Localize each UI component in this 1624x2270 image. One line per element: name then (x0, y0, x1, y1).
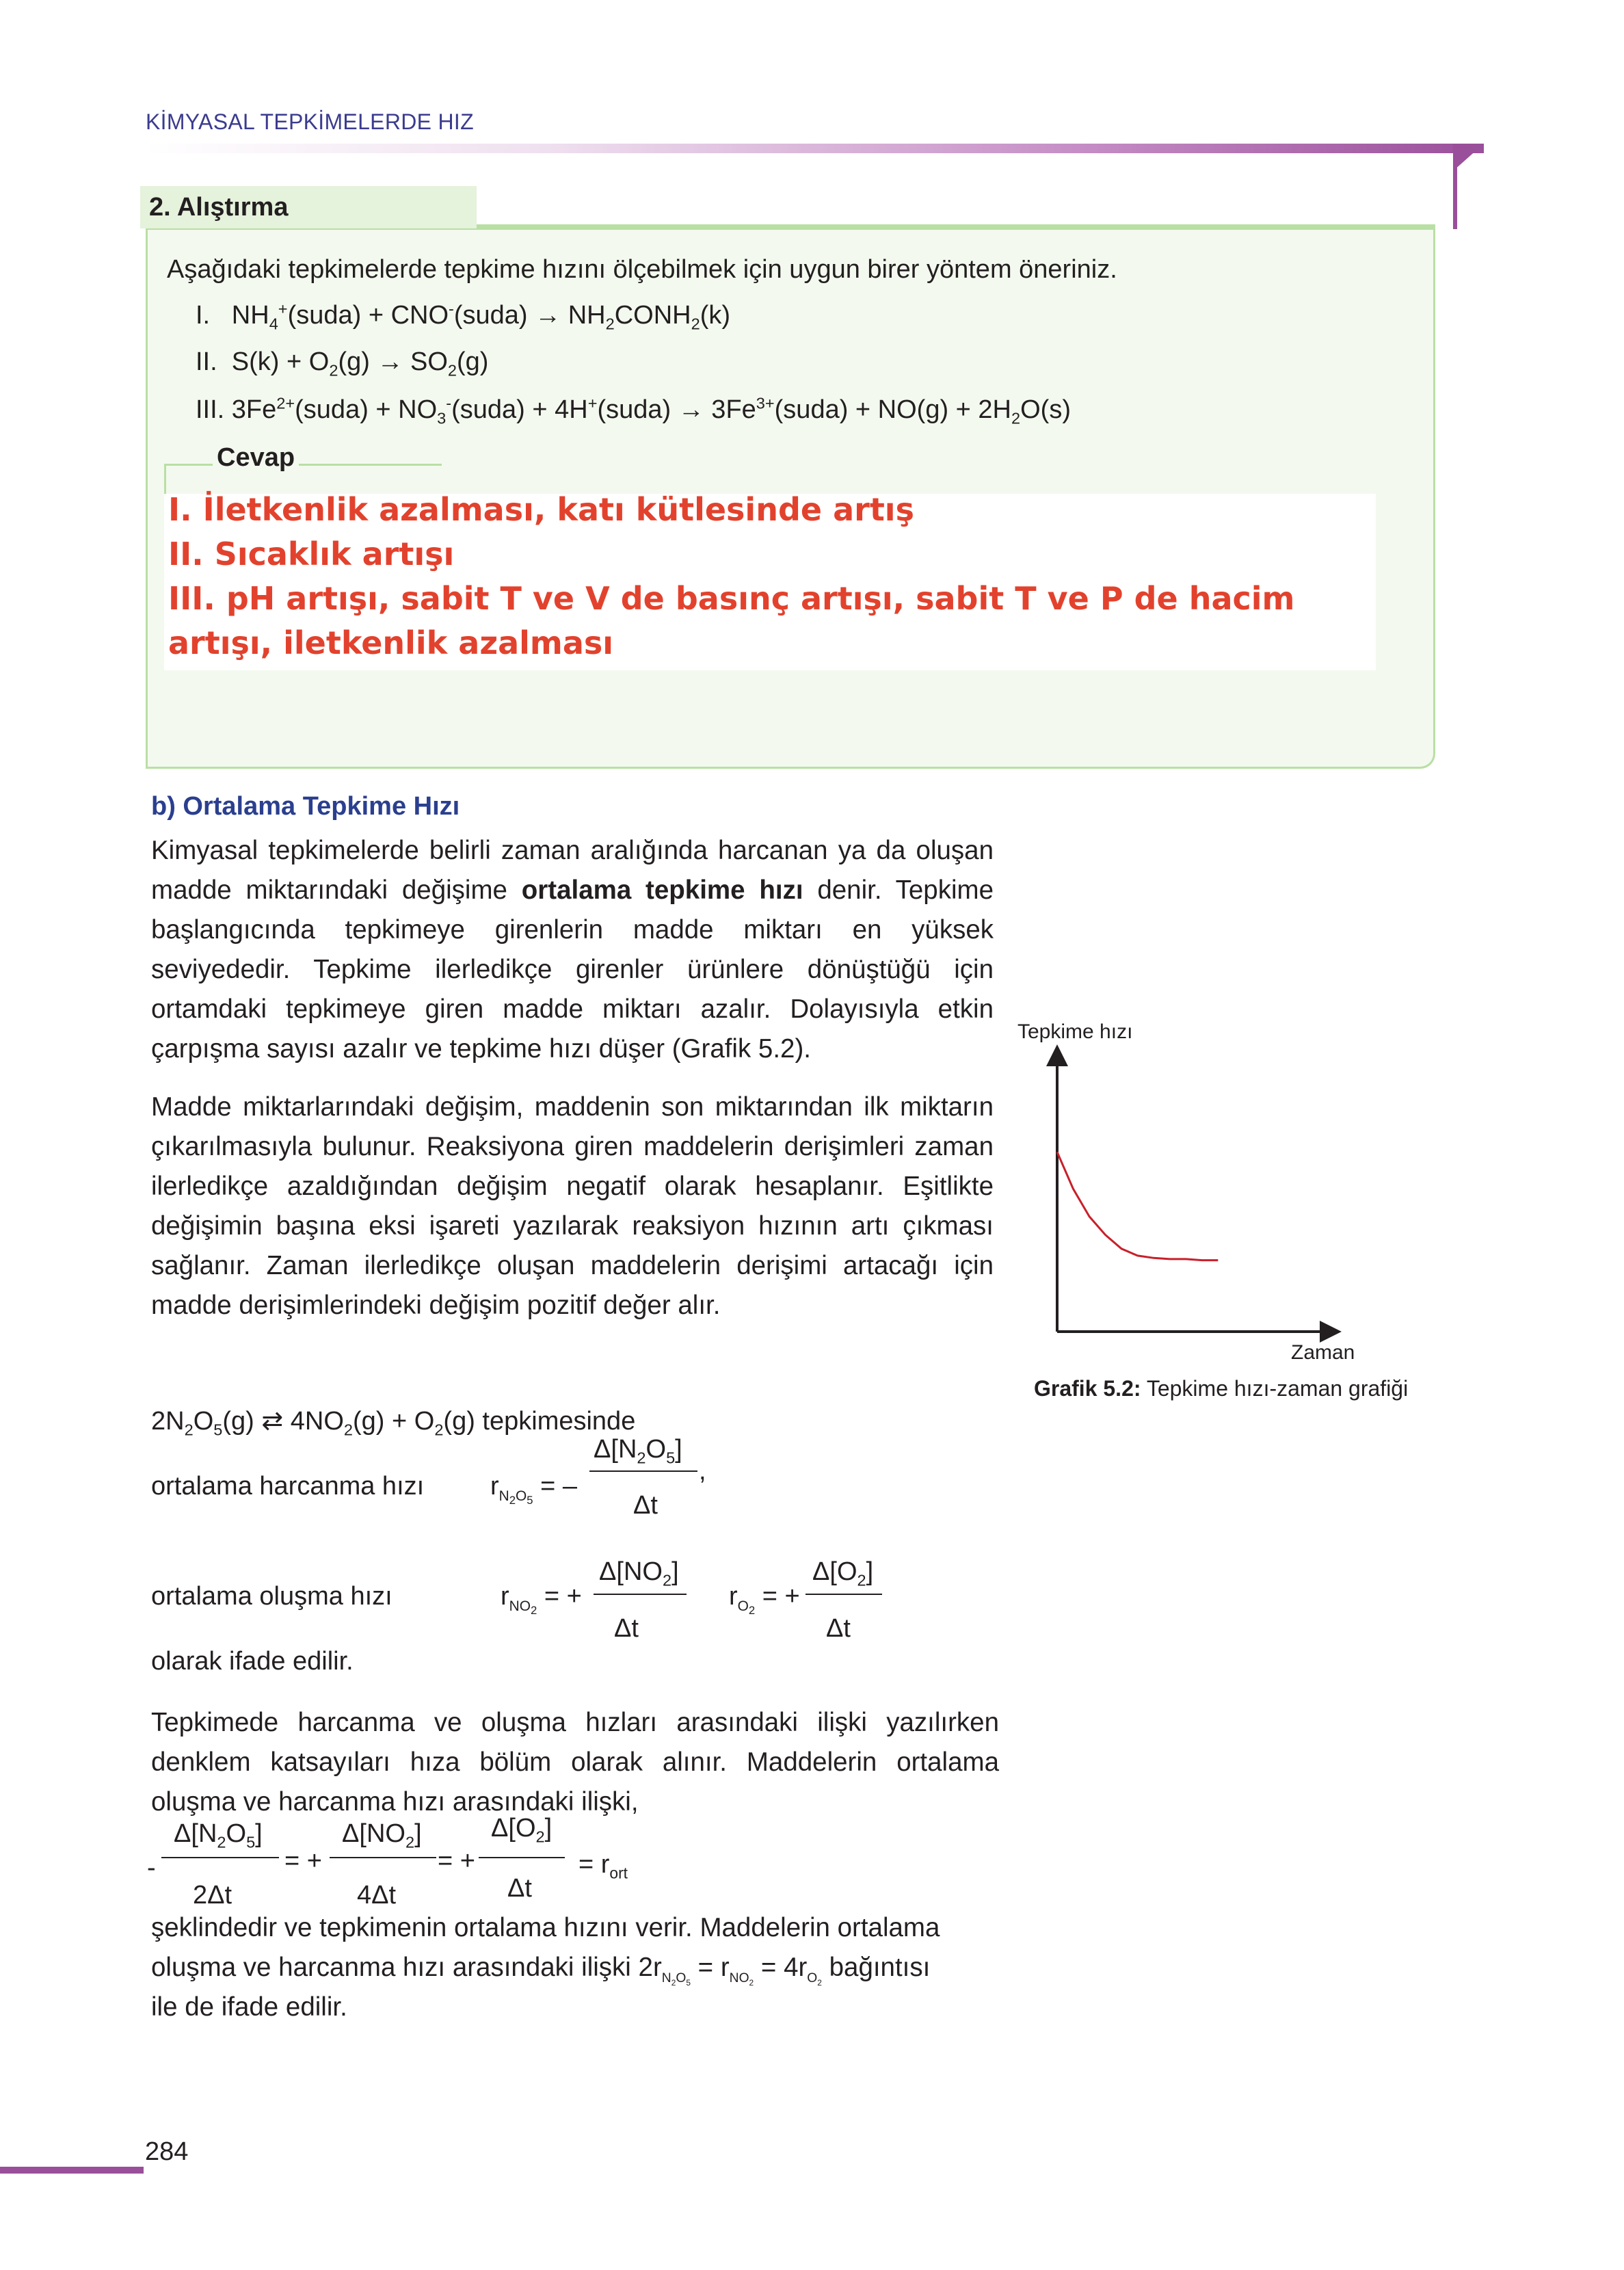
relation-o2-denominator: Δt (507, 1874, 532, 1903)
relation-minus: - (147, 1853, 156, 1882)
formation-rate-no2-fraction-bar (594, 1594, 687, 1595)
paragraph-4-line-2: oluşma ve harcanma hızı arasındaki ilişki (151, 1953, 631, 1982)
formation-rate-o2-numerator: $\Delta[O_2]$ (812, 1557, 874, 1589)
answer-line-4: artışı, iletkenlik azalması (168, 624, 614, 661)
consumption-rate-fraction-bar (589, 1470, 697, 1472)
reaction-1: I. $NH_4^+(suda)$ + CNO-(suda) → $NH_2CONH_2(k)$ (196, 300, 731, 333)
section-title: b) Ortalama Tepkime Hızı (151, 792, 460, 821)
chart-series-line (1057, 1152, 1218, 1260)
relation-n2o5-denominator: 2Δt (193, 1881, 232, 1910)
paragraph-2: Madde miktarlarındaki değişim, maddenin son miktarından ilk miktarın çıkarılmasıyla bulunur. Reaksiyona giren maddelerin derişimleri zaman ilerledikçe azaldığından değişim negatif olarak hesaplanır. Eşitlikte değişimin başına eksi işareti yazılarak reaksiyon hızının artı çıkması sağlanır. Zaman ilerledikçe oluşan maddelerin derişimi artacağı için madde derişimlerindeki değişim pozitif değer alır. (151, 1092, 994, 1320)
relation-equals-2: = + (438, 1847, 475, 1875)
formation-rate-o2-fraction-bar (806, 1594, 882, 1595)
reaction-1-numeral: I. (196, 301, 211, 330)
chart-caption (1034, 1376, 1408, 1401)
consumption-rate-label: ortalama harcanma hızı (151, 1472, 425, 1501)
consumption-rate-formula-lhs: $r_{N_2O_5}$ = – (490, 1472, 578, 1507)
relation-o2-numerator: $\Delta[O_2]$ (491, 1814, 553, 1846)
reaction-3: III. $3Fe^{2+}(suda)$ + $NO_3^-(suda)$ + 4H+(suda) → $3Fe^{3+}(suda) + NO(g) + 2H_2O(s)$ (196, 394, 1071, 427)
chart-caption-text: Tepkime hızı-zaman grafiği (1141, 1376, 1409, 1401)
paragraph-3: Tepkimede harcanma ve oluşma hızları arasındaki ilişki yazılırken denklem katsayıları hıza bölüm olarak alınır. Maddelerin ortalama oluşma ve harcanma hızı arasındaki ilişki, (151, 1708, 999, 1817)
answer-label: Cevap (213, 443, 299, 473)
header-corner-flag (1453, 144, 1484, 171)
relation-no2-numerator: $\Delta[NO_2]$ (342, 1819, 422, 1851)
paragraph-4-line-3: ile de ifade edilir. (151, 1992, 347, 2022)
answer-line-3: III. pH artışı, sabit T ve V de basınç artışı, sabit T ve P de hacim (168, 580, 1295, 617)
reaction-equation-suffix: tepkimesinde (482, 1407, 636, 1436)
chart-y-axis-label: Tepkime hızı (1017, 1022, 1133, 1043)
exercise-title: 2. Alıştırma (149, 193, 289, 222)
formation-rate-no2-numerator: $\Delta[NO_2]$ (599, 1557, 679, 1589)
reaction-2: II. $S(k) + O_2(g) \to SO_2(g)$ (196, 347, 489, 380)
consumption-rate-denominator: Δt (633, 1491, 658, 1520)
formation-rate-no2-lhs: $r_{NO_2}$ = + (501, 1582, 582, 1617)
relation-o2-fraction-bar (479, 1857, 565, 1858)
page-number: 284 (145, 2137, 189, 2166)
formation-rate-o2-denominator: Δt (826, 1614, 851, 1643)
answer-line-2: II. Sıcaklık artışı (168, 536, 455, 572)
paragraph-1 (151, 831, 994, 1069)
relation-n2o5-fraction-bar (161, 1857, 279, 1858)
relation-average-rate: = $r_{ort}$ (578, 1850, 628, 1882)
consumption-rate-numerator: $\Delta[N_2O_5]$ (594, 1435, 682, 1467)
paragraph-4-line-1: şeklindedir ve tepkimenin ortalama hızını verir. Maddelerin ortalama (151, 1913, 940, 1942)
chart-x-axis-label: Zaman (1291, 1341, 1355, 1364)
reaction-equation: $2N_2O_5(g)$ ⇄ $4NO_2(g) + O_2(g)$ tepkimesinde (151, 1407, 636, 1439)
reaction-3-numeral: III. (196, 395, 225, 424)
paragraph-1-text-b: denir. Tepkime başlangıcında tepkimeye girenlerin madde miktarı en yüksek seviyededir. Tepkime ilerledikçe girenler ürünlere dönüştüğü için ortamdaki tepkimeye giren madde miktarı azalır. Dolayısıyla etkin çarpışma sayısı azalır ve tepkime hızı düşer (Grafik 5.2). (151, 875, 994, 1064)
answer-label-rule (164, 464, 442, 466)
reaction-2-numeral: II. (196, 347, 217, 376)
relation-equals-1: = + (284, 1847, 322, 1875)
answer-line-1: I. İletkenlik azalması, katı kütlesinde artış (168, 491, 914, 528)
answer-label-rule-left (164, 464, 166, 498)
footer-bar (0, 2167, 144, 2174)
paragraph-4: şeklindedir ve tepkimenin ortalama hızını verir. Maddelerin ortalama oluşma ve harcanma hızı arasındaki ilişki $2r_{N_2O_5} = r_{NO_2} = 4r_{O_2}$ bağıntısı ile de ifade edilir. (151, 1913, 940, 2022)
formation-rate-no2-denominator: Δt (614, 1614, 639, 1643)
paragraph-1-term: ortalama tepkime hızı (521, 875, 803, 905)
expressed-text: olarak ifade edilir. (151, 1647, 354, 1676)
relation-n2o5-numerator: $\Delta[N_2O_5]$ (174, 1819, 263, 1851)
paragraph-1-text-a: Kimyasal tepkimelerde belirli zaman aralığında harcanan ya da oluşan madde miktarındaki değişime (151, 836, 994, 905)
formation-rate-label: ortalama oluşma hızı (151, 1582, 392, 1611)
chart-caption-number: Grafik 5.2: (1034, 1376, 1141, 1401)
running-header: KİMYASAL TEPKİMELERDE HIZ (146, 109, 474, 134)
header-rule (146, 144, 1484, 153)
paragraph-4-relation-suffix: bağıntısı (829, 1953, 931, 1982)
consumption-rate-comma: , (699, 1457, 706, 1486)
rate-time-chart (1012, 1022, 1368, 1364)
relation-no2-denominator: 4Δt (357, 1881, 397, 1910)
exercise-prompt: Aşağıdaki tepkimelerde tepkime hızını ölçebilmek için uygun birer yöntem öneriniz. (167, 255, 1117, 284)
formation-rate-o2-lhs: $r_{O_2}$ = + (729, 1582, 800, 1617)
relation-no2-fraction-bar (330, 1857, 436, 1858)
